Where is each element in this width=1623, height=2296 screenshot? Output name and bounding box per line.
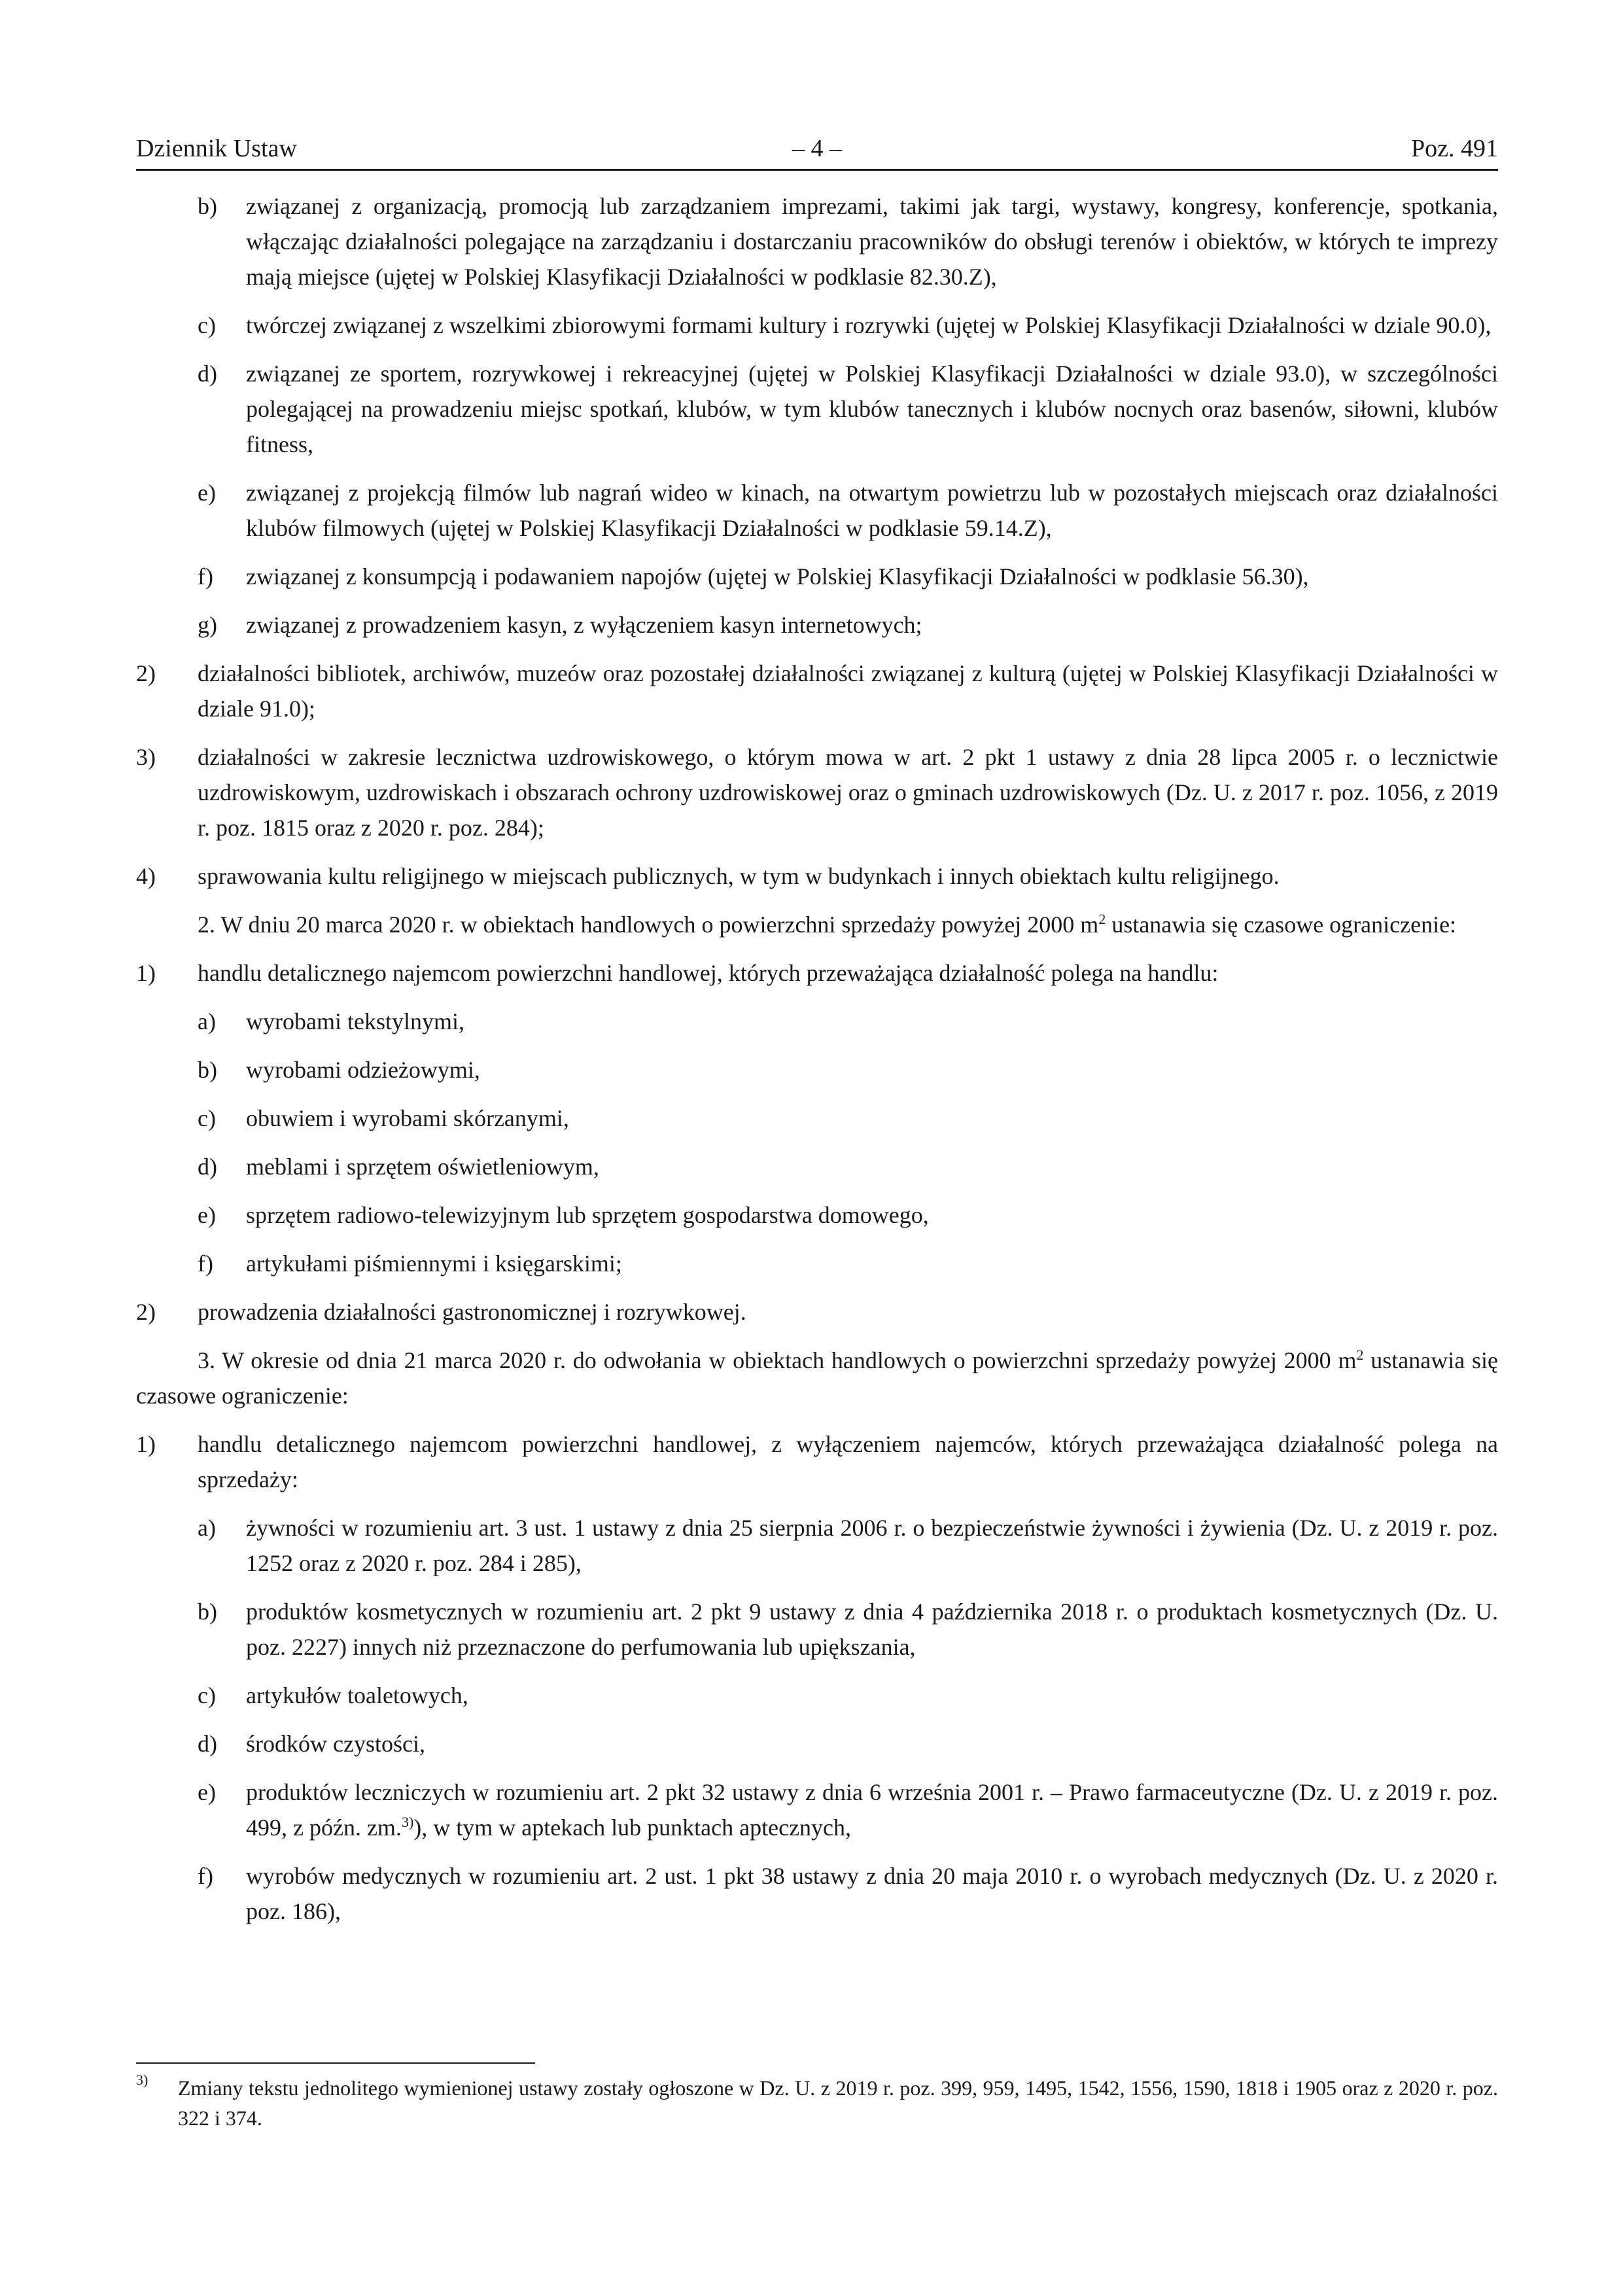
item-label: c) xyxy=(198,1105,216,1131)
list-item xyxy=(136,1246,1498,1281)
item-label: a) xyxy=(198,1515,216,1541)
item-label: g) xyxy=(198,612,217,638)
footnote-separator xyxy=(136,2062,535,2064)
intro-text-end: ustanawia się czasowe ograniczenie: xyxy=(1106,911,1457,938)
footnote-reference[interactable]: 3) xyxy=(401,1814,414,1830)
item-text: produktów kosmetycznych w rozumieniu art. 2 pkt 9 ustawy z dnia 4 października 2018 r. o produktach kosmetycznych (Dz. U. poz. 2227) innych niż przeznaczone do perfumowania lub upiększania, xyxy=(246,1598,1498,1660)
numbered-point xyxy=(136,739,1498,845)
document-body xyxy=(136,188,1498,1942)
list-item xyxy=(136,1101,1498,1136)
item-text: wyrobami odzieżowymi, xyxy=(246,1057,480,1083)
list-item xyxy=(136,1775,1498,1845)
page-header xyxy=(136,131,1498,171)
intro-text: 3. W okresie od dnia 21 marca 2020 r. do odwołania w obiektach handlowych o powierzchni sprzedaży powyżej 2000 m xyxy=(198,1347,1357,1373)
item-text: środków czystości, xyxy=(246,1731,425,1757)
item-label: f) xyxy=(198,1250,213,1277)
point-label: 2) xyxy=(136,1299,156,1325)
numbered-point xyxy=(136,858,1498,894)
point-text: handlu detalicznego najemcom powierzchni handlowej, których przeważająca działalność polega na handlu: xyxy=(198,960,1219,986)
list-item xyxy=(136,1149,1498,1184)
item-label: f) xyxy=(198,563,213,590)
item-label: f) xyxy=(198,1863,213,1889)
point-text: działalności bibliotek, archiwów, muzeów oraz pozostałej działalności związanej z kulturą (ujętej w Polskiej Klasyfikacji Działalności w dziale 91.0); xyxy=(198,660,1498,722)
point-label: 2) xyxy=(136,660,156,686)
list-item xyxy=(136,559,1498,594)
item-text: artykułów toaletowych, xyxy=(246,1682,468,1708)
numbered-point xyxy=(136,955,1498,991)
item-text: obuwiem i wyrobami skórzanymi, xyxy=(246,1105,569,1131)
item-text: żywności w rozumieniu art. 3 ust. 1 ustawy z dnia 25 sierpnia 2006 r. o bezpieczeństwie żywności i żywienia (Dz. U. z 2019 r. poz. 1252 oraz z 2020 r. poz. 284 i 285), xyxy=(246,1515,1498,1576)
point-text: sprawowania kultu religijnego w miejscach publicznych, w tym w budynkach i innych obiektach kultu religijnego. xyxy=(198,863,1280,889)
list-item xyxy=(136,1726,1498,1761)
intro-text-end: ustanawia się czasowe ograniczenie: xyxy=(136,1347,1498,1409)
item-text: wyrobami tekstylnymi, xyxy=(246,1008,464,1034)
intro-text: 2. W dniu 20 marca 2020 r. w obiektach handlowych o powierzchni sprzedaży powyżej 2000 m xyxy=(198,911,1099,938)
numbered-point xyxy=(136,1294,1498,1330)
list-item xyxy=(136,607,1498,643)
footnote-mark: 3) xyxy=(136,2072,148,2088)
item-label: e) xyxy=(198,1202,216,1228)
list-item xyxy=(136,1004,1498,1039)
footnote-text: Zmiany tekstu jednolitego wymienionej ustawy zostały ogłoszone w Dz. U. z 2019 r. poz. 399, 959, 1495, 1542, 1556, 1590, 1818 i 1905 oraz z 2020 r. poz. 322 i 374. xyxy=(178,2076,1498,2130)
item-label: a) xyxy=(198,1008,216,1034)
list-item xyxy=(136,356,1498,462)
item-label: e) xyxy=(198,480,216,506)
point-label: 1) xyxy=(136,1431,156,1457)
item-label: c) xyxy=(198,312,216,338)
item-text-end: ), w tym w aptekach lub punktach aptecznych, xyxy=(413,1814,852,1841)
list-item xyxy=(136,1197,1498,1233)
item-text: związanej z projekcją filmów lub nagrań wideo w kinach, na otwartym powietrzu lub w pozostałych miejscach oraz działalności klubów filmowych (ujętej w Polskiej Klasyfikacji Działalności w podklasie 59.14.Z), xyxy=(246,480,1498,541)
item-label: d) xyxy=(198,361,217,387)
item-text: twórczej związanej z wszelkimi zbiorowymi formami kultury i rozrywki (ujętej w Polskiej Klasyfikacji Działalności w dziale 90.0), xyxy=(246,312,1492,338)
item-text: związanej ze sportem, rozrywkowej i rekreacyjnej (ujętej w Polskiej Klasyfikacji Działalności w dziale 93.0), w szczególności polegającej na prowadzeniu miejsc spotkań, klubów, w tym klubów tanecznych i klubów nocnych oraz basenów, siłowni, klubów fitness, xyxy=(246,361,1498,457)
list-item xyxy=(136,188,1498,294)
numbered-point xyxy=(136,1426,1498,1497)
item-label: d) xyxy=(198,1731,217,1757)
point-text: działalności w zakresie lecznictwa uzdrowiskowego, o którym mowa w art. 2 pkt 1 ustawy z dnia 28 lipca 2005 r. o lecznictwie uzdrowiskowym, uzdrowiskach i obszarach ochrony uzdrowiskowej oraz o gminach uzdrowiskowych (Dz. U. z 2017 r. poz. 1056, z 2019 r. poz. 1815 oraz z 2020 r. poz. 284); xyxy=(198,744,1498,841)
section-2-intro xyxy=(136,907,1498,942)
list-item xyxy=(136,1678,1498,1713)
superscript: 2 xyxy=(1098,911,1106,927)
section-3-intro xyxy=(136,1343,1498,1413)
journal-title: Dziennik Ustaw xyxy=(136,135,297,162)
point-text: prowadzenia działalności gastronomicznej i rozrywkowej. xyxy=(198,1299,746,1325)
list-item xyxy=(136,1510,1498,1581)
point-label: 4) xyxy=(136,863,156,889)
item-text: związanej z prowadzeniem kasyn, z wyłączeniem kasyn internetowych; xyxy=(246,612,922,638)
item-text: sprzętem radiowo-telewizyjnym lub sprzętem gospodarstwa domowego, xyxy=(246,1202,929,1228)
item-text: związanej z konsumpcją i podawaniem napojów (ujętej w Polskiej Klasyfikacji Działalności w podklasie 56.30), xyxy=(246,563,1309,590)
list-item xyxy=(136,1858,1498,1929)
item-text: związanej z organizacją, promocją lub zarządzaniem imprezami, takimi jak targi, wystawy, kongresy, konferencje, spotkania, włączając działalności polegające na zarządzaniu i dostarczaniu pracowników do obsługi terenów i obiektów, w których te imprezy mają miejsce (ujętej w Polskiej Klasyfikacji Działalności w podklasie 82.30.Z), xyxy=(246,193,1498,290)
item-label: c) xyxy=(198,1682,216,1708)
item-label: d) xyxy=(198,1154,217,1180)
item-text: produktów leczniczych w rozumieniu art. 2 pkt 32 ustawy z dnia 6 września 2001 r. – Prawo farmaceutyczne (Dz. U. z 2019 r. poz. 499, z późn. zm. xyxy=(246,1779,1498,1841)
point-text: handlu detalicznego najemcom powierzchni handlowej, z wyłączeniem najemców, których przeważająca działalność polega na sprzedaży: xyxy=(198,1431,1498,1492)
list-item xyxy=(136,1594,1498,1665)
item-text: wyrobów medycznych w rozumieniu art. 2 ust. 1 pkt 38 ustawy z dnia 20 maja 2010 r. o wyrobach medycznych (Dz. U. z 2020 r. poz. 186), xyxy=(246,1863,1498,1924)
list-item xyxy=(136,475,1498,546)
numbered-point xyxy=(136,656,1498,726)
page-number: – 4 – xyxy=(792,135,842,162)
list-item xyxy=(136,1052,1498,1087)
item-label: b) xyxy=(198,1598,217,1625)
list-item xyxy=(136,308,1498,343)
point-label: 1) xyxy=(136,960,156,986)
item-text: artykułami piśmiennymi i księgarskimi; xyxy=(246,1250,622,1277)
position-number: Poz. 491 xyxy=(1411,135,1498,162)
item-text: meblami i sprzętem oświetleniowym, xyxy=(246,1154,599,1180)
footnote xyxy=(136,2073,1498,2133)
superscript: 2 xyxy=(1356,1347,1364,1363)
item-label: e) xyxy=(198,1779,216,1805)
item-label: b) xyxy=(198,1057,217,1083)
point-label: 3) xyxy=(136,744,156,770)
item-label: b) xyxy=(198,193,217,219)
